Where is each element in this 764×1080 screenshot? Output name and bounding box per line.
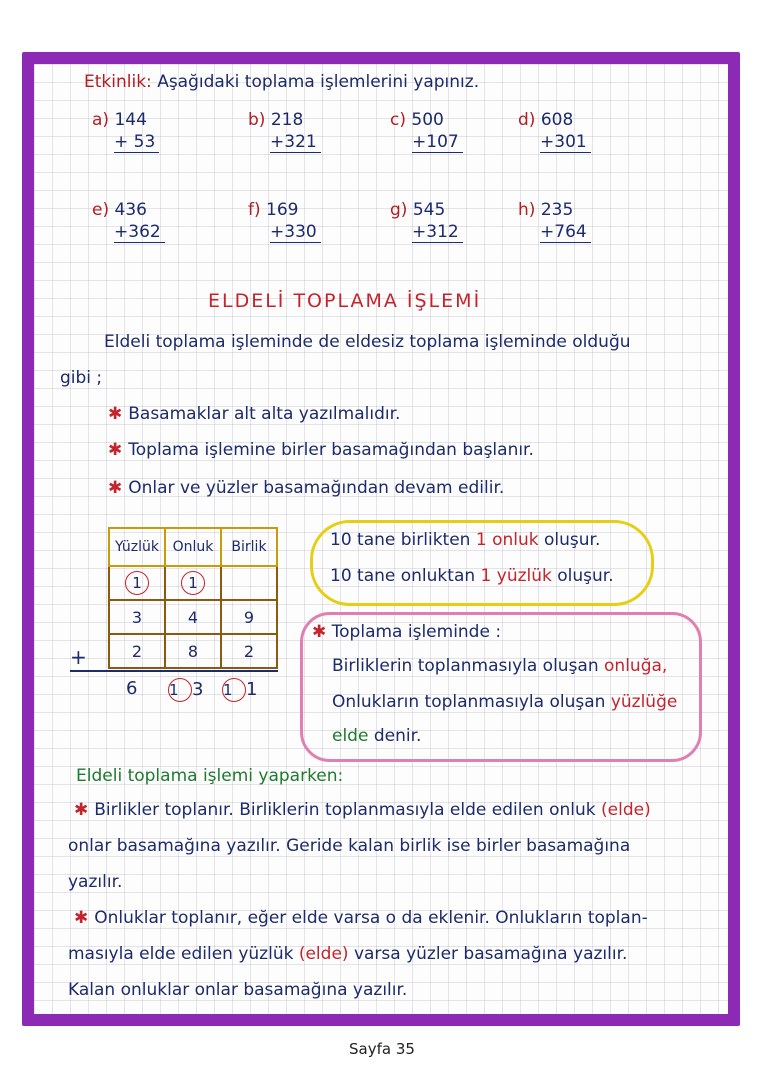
digit-cell: 4 (165, 600, 221, 634)
section-heading: ELDELİ TOPLAMA İŞLEMİ (208, 290, 482, 312)
problem-label: e) (92, 200, 110, 220)
section2-p1-line3: yazılır. (68, 872, 123, 892)
digit-cell: 2 (221, 634, 277, 668)
place-value-table (108, 527, 278, 669)
problem-addend-2: +362 (114, 222, 165, 243)
star-bullet-icon: ✱ (108, 478, 123, 498)
result-ones: 1 1 (223, 679, 258, 700)
pink-note-title: ✱ Toplama işleminde : (312, 622, 502, 642)
section2-p2-line3: Kalan onluklar onlar basamağına yazılır. (68, 980, 408, 1000)
pink-note-line-3: elde denir. (332, 726, 422, 746)
section2-p2-line2: masıyla elde edilen yüzlük (elde) varsa yüzler basamağına yazılır. (68, 944, 628, 964)
bullet-item: ✱ Onlar ve yüzler basamağından devam edilir. (108, 478, 505, 498)
problem-addend-2: + 53 (114, 132, 159, 153)
problem-addend-2: +107 (412, 132, 463, 153)
digit-cell: 2 (109, 634, 165, 668)
yellow-note-line-1: 10 tane birlikten 1 onluk oluşur. (330, 530, 601, 550)
carry-cell: 1 (109, 566, 165, 600)
star-bullet-icon: ✱ (108, 404, 123, 424)
intro-line-1: Eldeli toplama işleminde de eldesiz toplama işleminde olduğu (104, 332, 631, 352)
problem-d (518, 110, 638, 152)
problem-addend-1: 500 (411, 110, 444, 130)
section2-p2-line1: ✱ Onluklar toplanır, eğer elde varsa o da eklenir. Onlukların toplan- (74, 908, 648, 928)
problem-g (390, 200, 510, 242)
intro-line-2: gibi ; (60, 368, 103, 388)
problem-addend-1: 169 (266, 200, 299, 220)
problem-label: d) (518, 110, 536, 130)
problem-c (390, 110, 510, 152)
problem-label: g) (390, 200, 408, 220)
bullet-item: ✱ Basamaklar alt alta yazılmalıdır. (108, 404, 401, 424)
digit-cell: 3 (109, 600, 165, 634)
problem-label: a) (92, 110, 110, 130)
problem-label: b) (248, 110, 266, 130)
result-tens: 1 3 (169, 679, 204, 700)
pink-note-line-1: Birliklerin toplanmasıyla oluşan onluğa, (332, 656, 668, 676)
problem-label: f) (248, 200, 261, 220)
problem-addend-2: +330 (270, 222, 321, 243)
activity-label: Etkinlik: (84, 72, 152, 92)
problem-a (92, 110, 212, 152)
header-hundreds: Yüzlük (109, 528, 165, 566)
problem-label: h) (518, 200, 536, 220)
star-bullet-icon: ✱ (108, 440, 123, 460)
activity-instruction: Aşağıdaki toplama işlemlerini yapınız. (157, 72, 480, 92)
problem-addend-1: 218 (270, 110, 304, 130)
section2-title: Eldeli toplama işlemi yaparken: (76, 766, 344, 786)
problem-addend-1: 436 (114, 200, 147, 220)
problem-addend-1: 144 (114, 110, 147, 130)
page-number: Sayfa 35 (349, 1040, 415, 1058)
problem-h (518, 200, 638, 242)
digit-cell: 9 (221, 600, 277, 634)
problem-label: c) (390, 110, 406, 130)
problem-addend-1: 608 (540, 110, 574, 130)
problem-f (248, 200, 368, 242)
problem-addend-2: +312 (412, 222, 463, 243)
problem-addend-2: +764 (540, 222, 591, 243)
result-hundreds: 6 (126, 678, 138, 699)
problem-e (92, 200, 212, 242)
problem-addend-2: +321 (270, 132, 321, 153)
bullet-item: ✱ Toplama işlemine birler basamağından başlanır. (108, 440, 534, 460)
section2-p1-line2: onlar basamağına yazılır. Geride kalan birlik ise birler basamağına (68, 836, 631, 856)
carry-cell (221, 566, 277, 600)
pink-note-line-2: Onlukların toplanmasıyla oluşan yüzlüğe (332, 692, 678, 712)
yellow-note-line-2: 10 tane onluktan 1 yüzlük oluşur. (330, 566, 614, 586)
problem-addend-1: 235 (540, 200, 574, 220)
problem-b (248, 110, 368, 152)
header-tens: Onluk (165, 528, 221, 566)
section2-p1-line1: ✱ Birlikler toplanır. Birliklerin toplanmasıyla elde edilen onluk (elde) (74, 800, 651, 820)
header-ones: Birlik (221, 528, 277, 566)
activity-title (84, 72, 479, 92)
problem-addend-1: 545 (412, 200, 446, 220)
sparkle-icon: ✱ (312, 622, 327, 642)
sum-line (70, 670, 278, 672)
digit-cell: 8 (165, 634, 221, 668)
plus-sign: + (70, 645, 87, 669)
carry-cell: 1 (165, 566, 221, 600)
problem-addend-2: +301 (540, 132, 591, 153)
